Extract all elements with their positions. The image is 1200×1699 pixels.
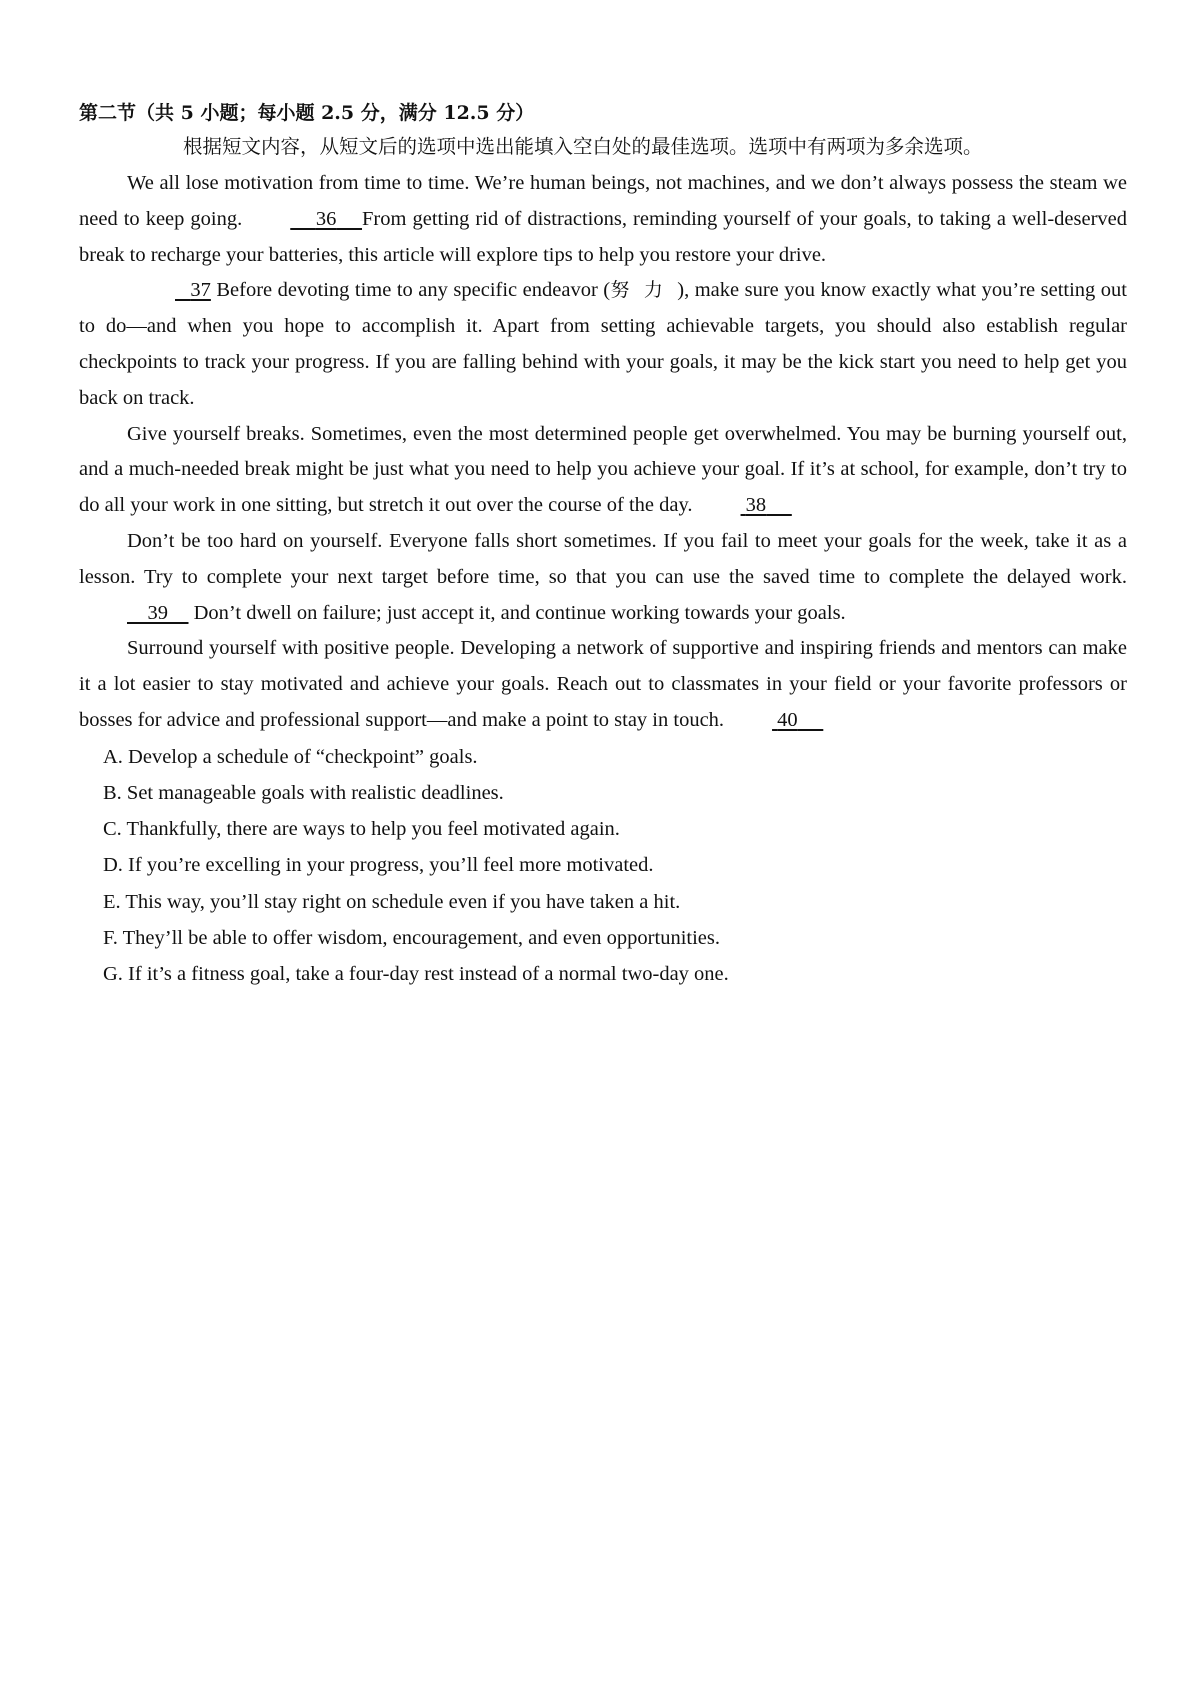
option-c: C. Thankfully, there are ways to help you feel motivated again.	[103, 818, 620, 841]
passage-paragraph-3	[79, 417, 1127, 524]
paragraph-5-text-before: Surround yourself with positive people. Developing a network of supportive and inspiring friends and mentors can make it a lot easier to stay motivated and achieve your goals. Reach out to classmates in your field or your favorite professors or bosses for advice and professional support—and make a point to stay in touch.	[79, 637, 1127, 731]
passage-paragraph-1	[79, 166, 1127, 273]
blank-40	[724, 703, 823, 739]
exam-page	[79, 96, 1127, 992]
blank-39	[79, 596, 189, 632]
passage-paragraph-5	[79, 631, 1127, 738]
option-a: A. Develop a schedule of “checkpoint” goals.	[103, 745, 478, 768]
answer-options	[79, 739, 1127, 992]
option-b: B. Set manageable goals with realistic deadlines.	[103, 781, 504, 804]
blank-37-number: 37	[190, 279, 211, 302]
paragraph-4-text-before: Don’t be too hard on yourself. Everyone falls short sometimes. If you fail to meet your goals for the week, take it as a lesson. Try to complete your next target before time, so that you can use the saved time to complete the delayed work.	[79, 529, 1127, 588]
paragraph-1-text-before: We all lose motivation from time to time. We’re human beings, not machines, and we don’t always possess the steam we need to keep going.	[79, 172, 1127, 230]
blank-39-number: 39	[147, 601, 168, 624]
blank-36	[242, 202, 362, 238]
blank-38-number: 38	[745, 494, 767, 517]
option-f: F. They’ll be able to offer wisdom, encouragement, and even opportunities.	[103, 926, 720, 949]
paragraph-2-text-after: ), make sure you know exactly what you’re setting out to do—and when you hope to accomplish it. Apart from setting achievable targets, you should also establish regular checkpoints to track your progress. If you are falling behind with your goals, it may be the kick start you need to help get you back on track.	[79, 279, 1127, 409]
paragraph-4-text-after: Don’t dwell on failure; just accept it, and continue working towards your goals.	[188, 601, 846, 624]
blank-36-number: 36	[315, 207, 337, 230]
section-instruction: 根据短文内容，从短文后的选项中选出能填入空白处的最佳选项。选项中有两项为多余选项。	[183, 135, 983, 158]
option-e: E. This way, you’ll stay right on schedule even if you have taken a hit.	[103, 890, 681, 913]
blank-40-number: 40	[777, 708, 798, 731]
option-d: D. If you’re excelling in your progress, you’ll feel more motivated.	[103, 854, 654, 877]
paragraph-2-chinese-gloss: 努力	[610, 279, 678, 302]
passage-paragraph-4	[79, 524, 1127, 631]
passage-paragraph-2	[79, 273, 1127, 416]
option-g: G. If it’s a fitness goal, take a four-day rest instead of a normal two-day one.	[103, 962, 729, 985]
blank-37	[127, 273, 211, 309]
section-title: 第二节（共 5 小题；每小题 2.5 分，满分 12.5 分）	[79, 102, 535, 124]
paragraph-3-text-before: Give yourself breaks. Sometimes, even the most determined people get overwhelmed. You may be burning yourself out, and a much-needed break might be just what you need to help you achieve your goal. If it’s at school, for example, don’t try to do all your work in one sitting, but stretch it out over the course of the day.	[79, 422, 1127, 517]
paragraph-1-text-after: From getting rid of distractions, reminding yourself of your goals, to taking a well-deserved break to recharge your batteries, this article will explore tips to help you restore your drive.	[79, 207, 1127, 266]
paragraph-2-text-before: Before devoting time to any specific endeavor (	[210, 279, 611, 302]
blank-38	[693, 488, 792, 524]
reading-passage	[79, 166, 1127, 739]
